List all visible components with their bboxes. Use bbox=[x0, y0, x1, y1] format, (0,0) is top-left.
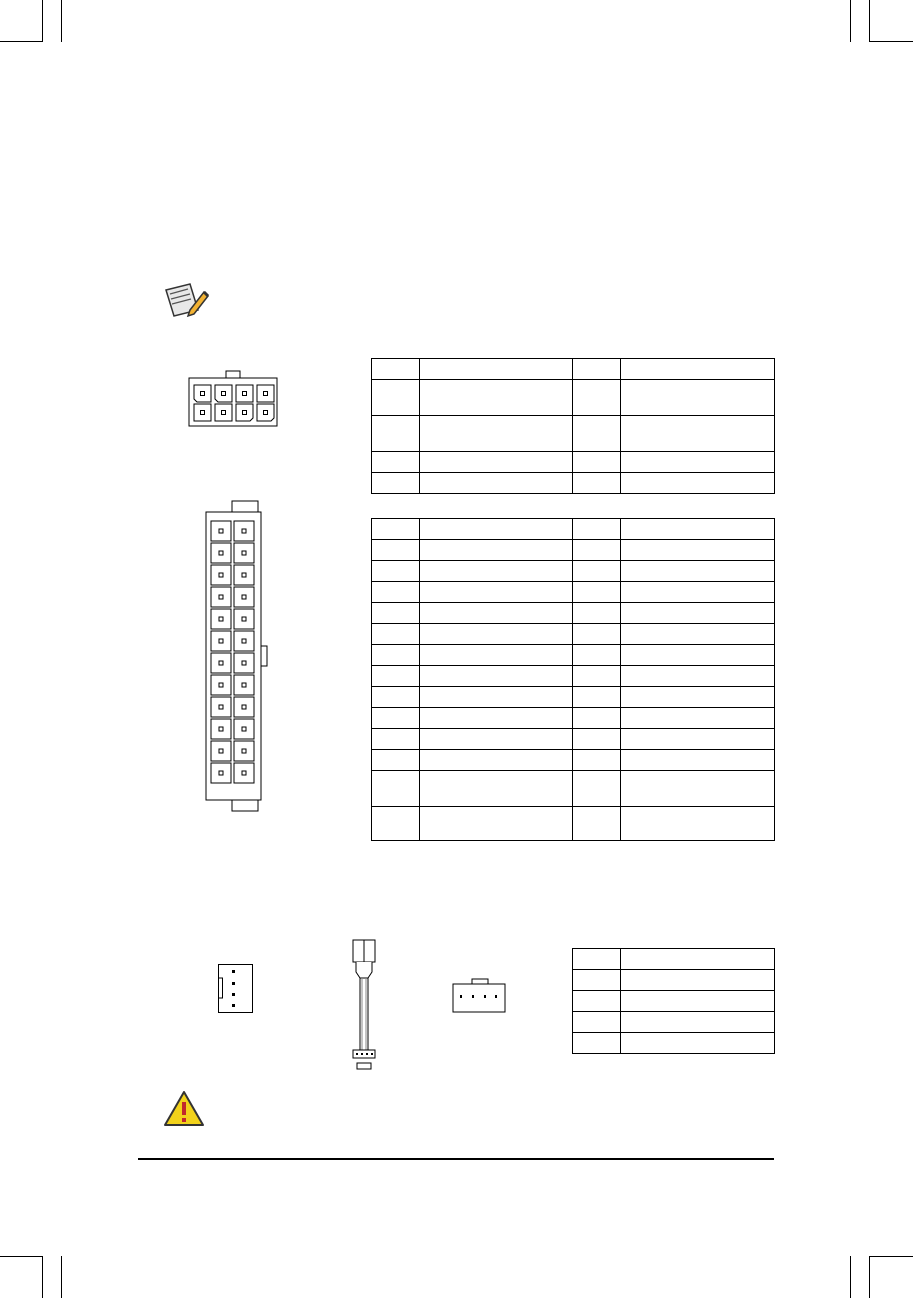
pin-cell bbox=[234, 719, 254, 739]
footer-rule bbox=[138, 1158, 774, 1160]
table-row bbox=[372, 359, 775, 380]
table-row bbox=[372, 666, 775, 687]
table-row bbox=[372, 416, 775, 452]
table-row bbox=[372, 708, 775, 729]
table-row bbox=[372, 380, 775, 416]
pin-cell bbox=[211, 719, 231, 739]
pin-cell bbox=[211, 697, 231, 717]
pin-cell bbox=[234, 697, 254, 717]
atx-connector-diagram bbox=[200, 500, 272, 817]
pin-cell bbox=[211, 587, 231, 607]
pin-cell bbox=[234, 675, 254, 695]
pin-cell bbox=[211, 631, 231, 651]
pin-cell bbox=[211, 543, 231, 563]
table-row bbox=[573, 949, 775, 970]
pin-cell bbox=[211, 741, 231, 761]
table-row bbox=[372, 561, 775, 582]
fan-cable-diagram bbox=[350, 938, 380, 1075]
table-row bbox=[372, 519, 775, 540]
fan-pin-table bbox=[572, 948, 775, 1054]
table-row bbox=[372, 645, 775, 666]
table-row bbox=[372, 452, 775, 473]
warning-triangle-icon bbox=[163, 1090, 205, 1133]
atx12v-connector-diagram bbox=[188, 370, 278, 433]
pin-cell bbox=[234, 653, 254, 673]
pin-cell bbox=[211, 763, 231, 783]
table-row bbox=[372, 624, 775, 645]
pin-cell bbox=[234, 521, 254, 541]
table-row bbox=[573, 991, 775, 1012]
table-row bbox=[372, 750, 775, 771]
table-row bbox=[372, 582, 775, 603]
table-row bbox=[372, 807, 775, 841]
table-row bbox=[372, 771, 775, 807]
note-pencil-icon bbox=[160, 280, 210, 327]
pin-cell bbox=[211, 565, 231, 585]
table-row bbox=[372, 540, 775, 561]
table-row bbox=[372, 603, 775, 624]
table-row bbox=[372, 473, 775, 494]
pin-cell bbox=[234, 587, 254, 607]
pin-cell bbox=[234, 741, 254, 761]
pin-cell bbox=[234, 565, 254, 585]
pin-cell bbox=[234, 631, 254, 651]
table-row bbox=[573, 970, 775, 991]
table-row bbox=[372, 729, 775, 750]
atx12v-pin-table bbox=[371, 358, 775, 494]
table-row bbox=[573, 1012, 775, 1033]
pin-cell bbox=[234, 763, 254, 783]
atx-pin-table bbox=[371, 518, 775, 841]
fan-header-vertical-diagram bbox=[218, 964, 254, 1019]
table-row bbox=[372, 687, 775, 708]
pin-cell bbox=[234, 543, 254, 563]
pin-cell bbox=[234, 609, 254, 629]
pin-cell bbox=[211, 653, 231, 673]
pin-cell bbox=[211, 521, 231, 541]
fan-header-horizontal-diagram bbox=[452, 978, 508, 1019]
pin-cell bbox=[211, 675, 231, 695]
table-row bbox=[573, 1033, 775, 1054]
pin-cell bbox=[211, 609, 231, 629]
